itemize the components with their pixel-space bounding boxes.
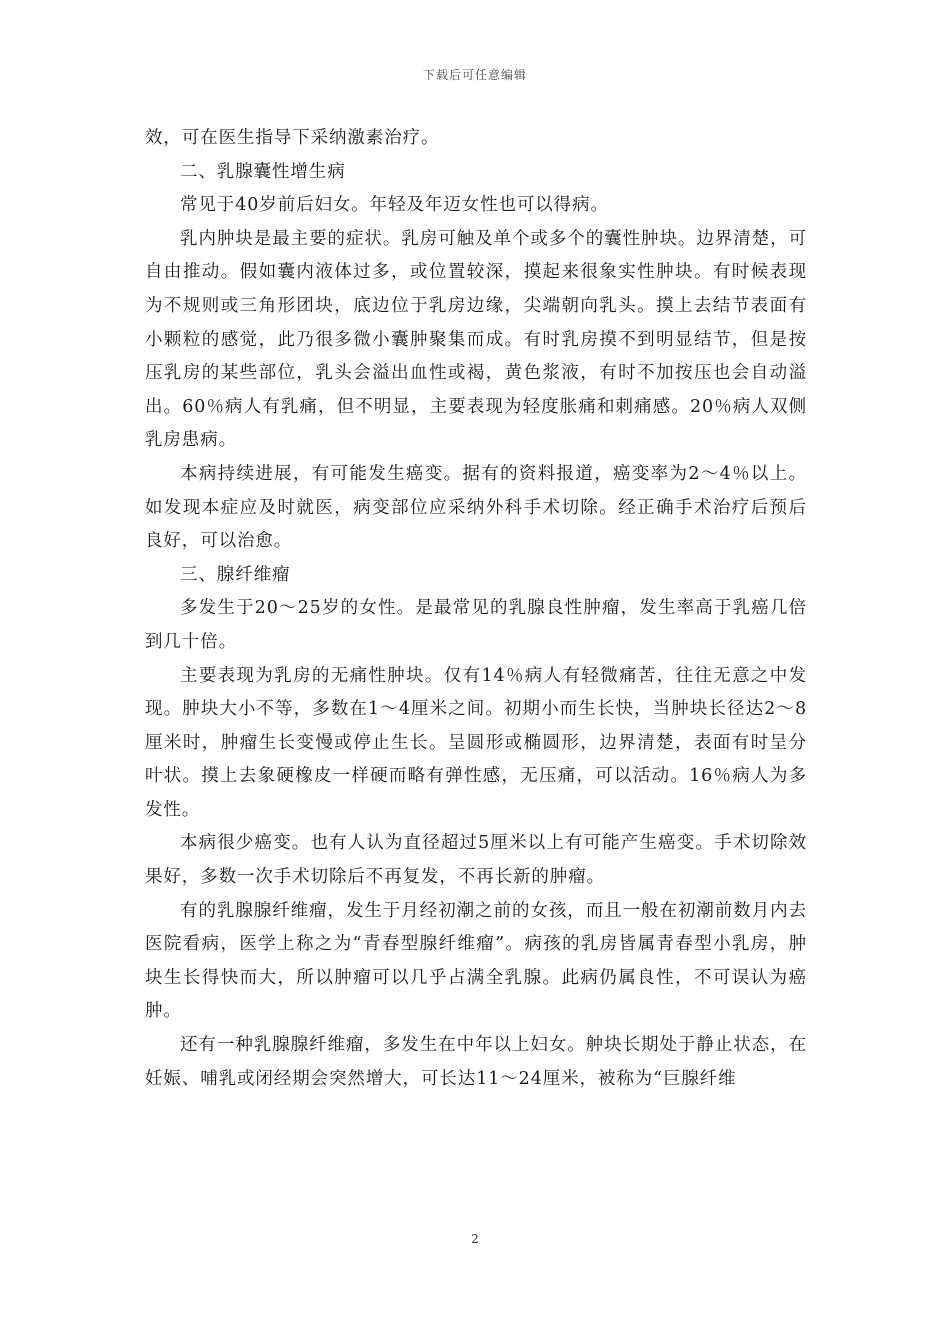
paragraph: 有的乳腺腺纤维瘤，发生于月经初潮之前的女孩，而且一般在初潮前数月内去医院看病，医学上称之为“青春型腺纤维瘤”。病孩的乳房皆属青春型小乳房，肿块生长得快而大，所以肿瘤可以几乎占满全乳腺。此病仍属良性，不可误认为癌肿。 bbox=[145, 900, 807, 1022]
paragraph: 多发生于20～25岁的女性。是最常见的乳腺良性肿瘤，发生率高于乳癌几倍到几十倍。 bbox=[145, 598, 807, 652]
paragraph: 常见于40岁前后妇女。年轻及年迈女性也可以得病。 bbox=[180, 195, 609, 216]
page-number: 2 bbox=[471, 1232, 479, 1246]
section-heading: 三、腺纤维瘤 bbox=[180, 564, 291, 585]
document-body bbox=[145, 122, 807, 1096]
paragraph: 还有一种乳腺腺纤维瘤，多发生在中年以上妇女。舯块长期处于静止状态，在妊娠、哺乳或闭经期会突然增大，可长达11～24厘米，被称为“巨腺纤维 bbox=[145, 1035, 807, 1089]
page-header: 下载后可任意编辑 bbox=[422, 68, 527, 82]
paragraph: 乳内肿块是最主要的症状。乳房可触及单个或多个的囊性肿块。边界清楚，可自由推动。假如囊内液体过多，或位置较深，摸起来很象实性肿块。有时候表现为不规则或三角形团块，底边位于乳房边缘，尖端朝向乳头。摸上去结节表面有小颗粒的感觉，此乃很多微小囊肿聚集而成。有时乳房摸不到明显结节，但是按压乳房的某些部位，乳头会溢出血性或褐，黄色浆液，有时不加按压也会自动溢出。60％病人有乳痛，但不明显，主要表现为轻度胀痛和刺痛感。20％病人双侧乳房患病。 bbox=[145, 228, 807, 451]
section-heading: 二、乳腺囊性增生病 bbox=[180, 161, 346, 182]
paragraph: 本病很少癌变。也有人认为直径超过5厘米以上有可能产生癌变。手术切除效果好，多数一次手术切除后不再复发，不再长新的肿瘤。 bbox=[145, 833, 807, 888]
paragraph: 本病持续进展，有可能发生癌变。据有的资料报道，癌变率为2～4％以上。如发现本症应及时就医，病变部位应采纳外科手术切除。经正确手术治疗后预后良好，可以治愈。 bbox=[145, 463, 807, 552]
paragraph: 效，可在医生指导下采纳激素治疗。 bbox=[145, 128, 440, 148]
paragraph: 主要表现为乳房的无痛性肿块。仅有14％病人有轻微痛苦，往往无意之中发现。肿块大小不等，多数在1～4厘米之间。初期小而生长快，当肿块长径达2～8厘米时，肿瘤生长变慢或停止生长。呈圆形或椭圆形，边界清楚，表面有时呈分叶状。摸上去象硬橡皮一样硬而略有弹性感，无压痛，可以活动。16％病人为多发性。 bbox=[145, 665, 807, 820]
